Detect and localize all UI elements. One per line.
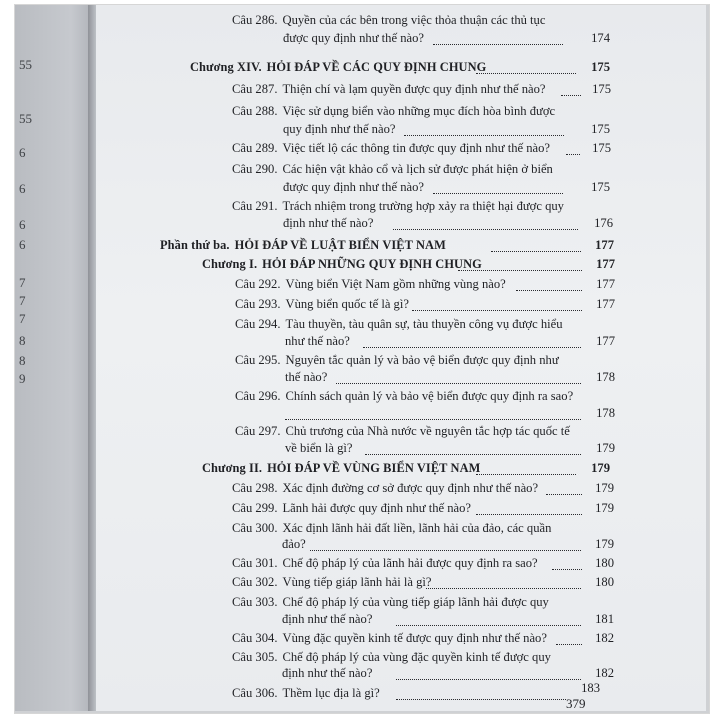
leader-dots (476, 513, 582, 515)
toc-entry-text: định như thế nào? (282, 612, 373, 626)
toc-page-number: 178 (596, 370, 615, 384)
toc-page-number: 177 (596, 334, 615, 348)
leader-dots (566, 153, 580, 155)
leader-dots (433, 43, 563, 45)
toc-page-number: 175 (592, 141, 611, 155)
toc-entry-text: Câu 289. Việc tiết lộ các thông tin được quy định như thế nào? (232, 141, 550, 155)
leader-dots (285, 418, 581, 420)
toc-entry-text: về biển là gì? (285, 441, 353, 455)
toc-page-number: 180 (595, 575, 614, 589)
leader-dots (310, 549, 581, 551)
toc-page-number: 179 (595, 481, 614, 495)
leader-dots (412, 309, 582, 311)
chapter-heading: Chương II. HỎI ĐÁP VỀ VÙNG BIỂN VIỆT NAM (202, 461, 481, 475)
leader-dots (426, 587, 581, 589)
toc-page-number: 182 (595, 631, 614, 645)
toc-entry-text: Câu 293. Vùng biển quốc tế là gì? (235, 297, 409, 311)
toc-page (96, 5, 706, 711)
toc-page-number: 179 (595, 501, 614, 515)
leader-dots (476, 473, 576, 475)
toc-entry-text: định như thế nào? (282, 666, 373, 680)
toc-entry-text: Câu 294. Tàu thuyền, tàu quân sự, tàu thuyền công vụ được hiểu (235, 317, 563, 331)
toc-entry-text: thế nào? (285, 370, 328, 384)
toc-entry-text: Câu 304. Vùng đặc quyền kinh tế được quy định như thế nào? (232, 631, 547, 645)
toc-entry-text: Câu 297. Chủ trương của Nhà nước về nguyên tắc hợp tác quốc tế (235, 424, 570, 438)
margin-number: 7 (19, 293, 26, 308)
leader-dots (516, 289, 582, 291)
margin-number: 55 (19, 111, 32, 126)
toc-page-number: 175 (592, 82, 611, 96)
toc-page-number: 176 (594, 216, 613, 230)
toc-entry-text: Câu 296. Chính sách quản lý và bảo vệ biển được quy định ra sao? (235, 389, 574, 403)
margin-number: 6 (19, 145, 26, 160)
toc-page-number: 183 (581, 681, 600, 695)
toc-entry-text: Câu 301. Chế độ pháp lý của lãnh hải được quy định ra sao? (232, 556, 538, 570)
toc-entry-text: Câu 288. Việc sử dụng biển vào những mục đích hòa bình được (232, 104, 556, 118)
margin-number: 9 (19, 371, 26, 386)
leader-dots (476, 72, 576, 74)
margin-number: 8 (19, 353, 26, 368)
leader-dots (396, 698, 566, 700)
toc-entry-text: Câu 306. Thềm lục địa là gì? (232, 686, 380, 700)
toc-page-number: 181 (595, 612, 614, 626)
margin-number: 7 (19, 275, 26, 290)
margin-number: 6 (19, 237, 26, 252)
toc-entry-text: Câu 300. Xác định lãnh hải đất liền, lãnh hải của đảo, các quần (232, 521, 552, 535)
toc-entry-text: được quy định như thế nào? (283, 31, 424, 45)
page-number: 379 (566, 696, 586, 711)
chapter-heading: Chương XIV. HỎI ĐÁP VỀ CÁC QUY ĐỊNH CHUNG (190, 60, 487, 74)
part-heading: Phần thứ ba. HỎI ĐÁP VỀ LUẬT BIỂN VIỆT NAM (160, 238, 446, 252)
leader-dots (396, 678, 581, 680)
toc-entry-text: được quy định như thế nào? (283, 180, 424, 194)
toc-page-number: 175 (591, 60, 610, 74)
toc-page-number: 180 (595, 556, 614, 570)
toc-page-number: 179 (591, 461, 610, 475)
toc-page-number: 182 (595, 666, 614, 680)
margin-number: 7 (19, 311, 26, 326)
leader-dots (458, 269, 582, 271)
leader-dots (365, 453, 581, 455)
margin-number: 6 (19, 217, 26, 232)
toc-entry-text: Câu 299. Lãnh hải được quy định như thế nào? (232, 501, 472, 515)
toc-entry-text: Câu 303. Chế độ pháp lý của vùng tiếp giáp lãnh hải được quy (232, 595, 549, 609)
toc-entry-text: Câu 302. Vùng tiếp giáp lãnh hải là gì? (232, 575, 432, 589)
toc-entry-text: Câu 292. Vùng biển Việt Nam gồm những vùng nào? (235, 277, 506, 291)
toc-page-number: 175 (591, 122, 610, 136)
margin-number: 6 (19, 181, 26, 196)
toc-page-number: 175 (591, 180, 610, 194)
toc-entry-text: Câu 295. Nguyên tắc quản lý và bảo vệ biển được quy định như (235, 353, 559, 367)
chapter-heading: Chương I. HỎI ĐÁP NHỮNG QUY ĐỊNH CHUNG (202, 257, 482, 271)
toc-entry-text: định như thế nào? (283, 216, 374, 230)
toc-entry-text: đảo? (282, 537, 306, 551)
leader-dots (491, 250, 581, 252)
toc-entry-text: quy định như thế nào? (283, 122, 396, 136)
toc-entry-text: Câu 305. Chế độ pháp lý của vùng đặc quyền kinh tế được quy (232, 650, 551, 664)
leader-dots (363, 346, 581, 348)
toc-page-number: 179 (596, 441, 615, 455)
margin-number: 8 (19, 333, 26, 348)
leader-dots (336, 382, 581, 384)
leader-dots (561, 94, 581, 96)
margin-number: 55 (19, 57, 32, 72)
toc-entry-text: như thế nào? (285, 334, 350, 348)
leader-dots (433, 192, 563, 194)
leader-dots (556, 643, 582, 645)
leader-dots (393, 228, 578, 230)
previous-page-edge (15, 5, 95, 711)
toc-page-number: 177 (596, 297, 615, 311)
leader-dots (552, 568, 582, 570)
toc-page-number: 179 (595, 537, 614, 551)
toc-page-number: 177 (596, 277, 615, 291)
toc-page-number: 177 (596, 257, 615, 271)
toc-page-number: 178 (596, 406, 615, 420)
toc-page-number: 174 (591, 31, 610, 45)
leader-dots (546, 493, 582, 495)
leader-dots (404, 134, 564, 136)
leader-dots (396, 624, 581, 626)
toc-entry-text: Câu 287. Thiện chí và lạm quyền được quy định như thế nào? (232, 82, 546, 96)
toc-entry-text: Câu 298. Xác định đường cơ sở được quy định như thế nào? (232, 481, 539, 495)
toc-page-number: 177 (595, 238, 614, 252)
toc-entry-text: Câu 291. Trách nhiệm trong trường hợp xảy ra thiệt hại được quy (232, 199, 564, 213)
toc-entry-text: Câu 290. Các hiện vật khảo cổ và lịch sử được phát hiện ở biển (232, 162, 553, 176)
toc-entry-text: Câu 286. Quyền của các bên trong việc thỏa thuận các thủ tục (232, 13, 546, 27)
